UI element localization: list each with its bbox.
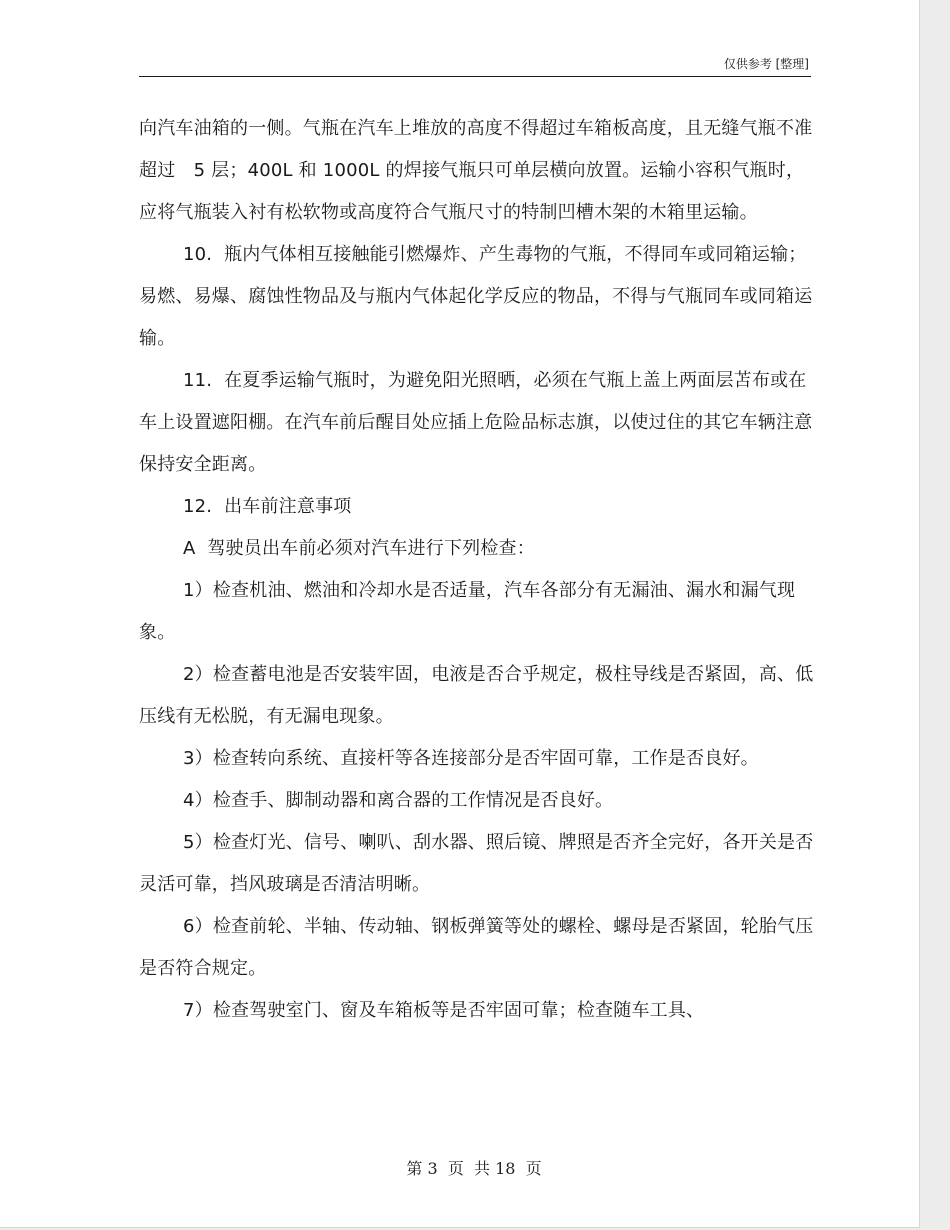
paragraph: 10. 瓶内气体相互接触能引燃爆炸、产生毒物的气瓶，不得同车或同箱运输；易燃、易爆、腐蚀性物品及与瓶内气体起化学反应的物品，不得与气瓶同车或同箱运输。 xyxy=(139,244,813,349)
paragraph: 1）检查机油、燃油和冷却水是否适量，汽车各部分有无漏油、漏水和漏气现象。 xyxy=(139,580,796,643)
paragraph: 5）检查灯光、信号、喇叭、刮水器、照后镜、牌照是否齐全完好，各开关是否灵活可靠，挡风玻璃是否清洁明晰。 xyxy=(139,832,814,895)
paragraph: 7）检查驾驶室门、窗及车箱板等是否牢固可靠；检查随车工具、 xyxy=(183,1000,705,1021)
header-rule xyxy=(139,76,811,77)
page-footer: 第 3 页 共 18 页 xyxy=(406,1159,542,1178)
page-header: 仅供参考 [整理] xyxy=(723,57,809,71)
paragraph: 向汽车油箱的一侧。气瓶在汽车上堆放的高度不得超过车箱板高度，且无缝气瓶不准超过 5 层；400L 和 1000L 的焊接气瓶只可单层横向放置。运输小容积气瓶时， 应将气瓶装入衬有松软物或高度符合气瓶尺寸的特制凹槽木架的木箱里运输。 xyxy=(139,118,814,223)
paragraph: 2）检查蓄电池是否安装牢固，电液是否合乎规定，极柱导线是否紧固，高、低压线有无松脱，有无漏电现象。 xyxy=(139,664,814,727)
paragraph: 3）检查转向系统、直接杆等各连接部分是否牢固可靠，工作是否良好。 xyxy=(183,748,759,769)
paragraph: 4）检查手、脚制动器和离合器的工作情况是否良好。 xyxy=(183,790,614,811)
paragraph: 6）检查前轮、半轴、传动轴、钢板弹簧等处的螺栓、螺母是否紧固，轮胎气压是否符合规定。 xyxy=(139,916,814,979)
paragraph: A 驾驶员出车前必须对汽车进行下列检查： xyxy=(183,538,535,559)
paragraph: 11. 在夏季运输气瓶时，为避免阳光照晒，必须在气瓶上盖上两面层苫布或在车上设置遮阳棚。在汽车前后醒目处应插上危险品标志旗，以使过住的其它车辆注意保持安全距离。 xyxy=(139,370,813,475)
body-text xyxy=(139,108,819,1032)
paragraph: 12. 出车前注意事项 xyxy=(183,496,352,517)
